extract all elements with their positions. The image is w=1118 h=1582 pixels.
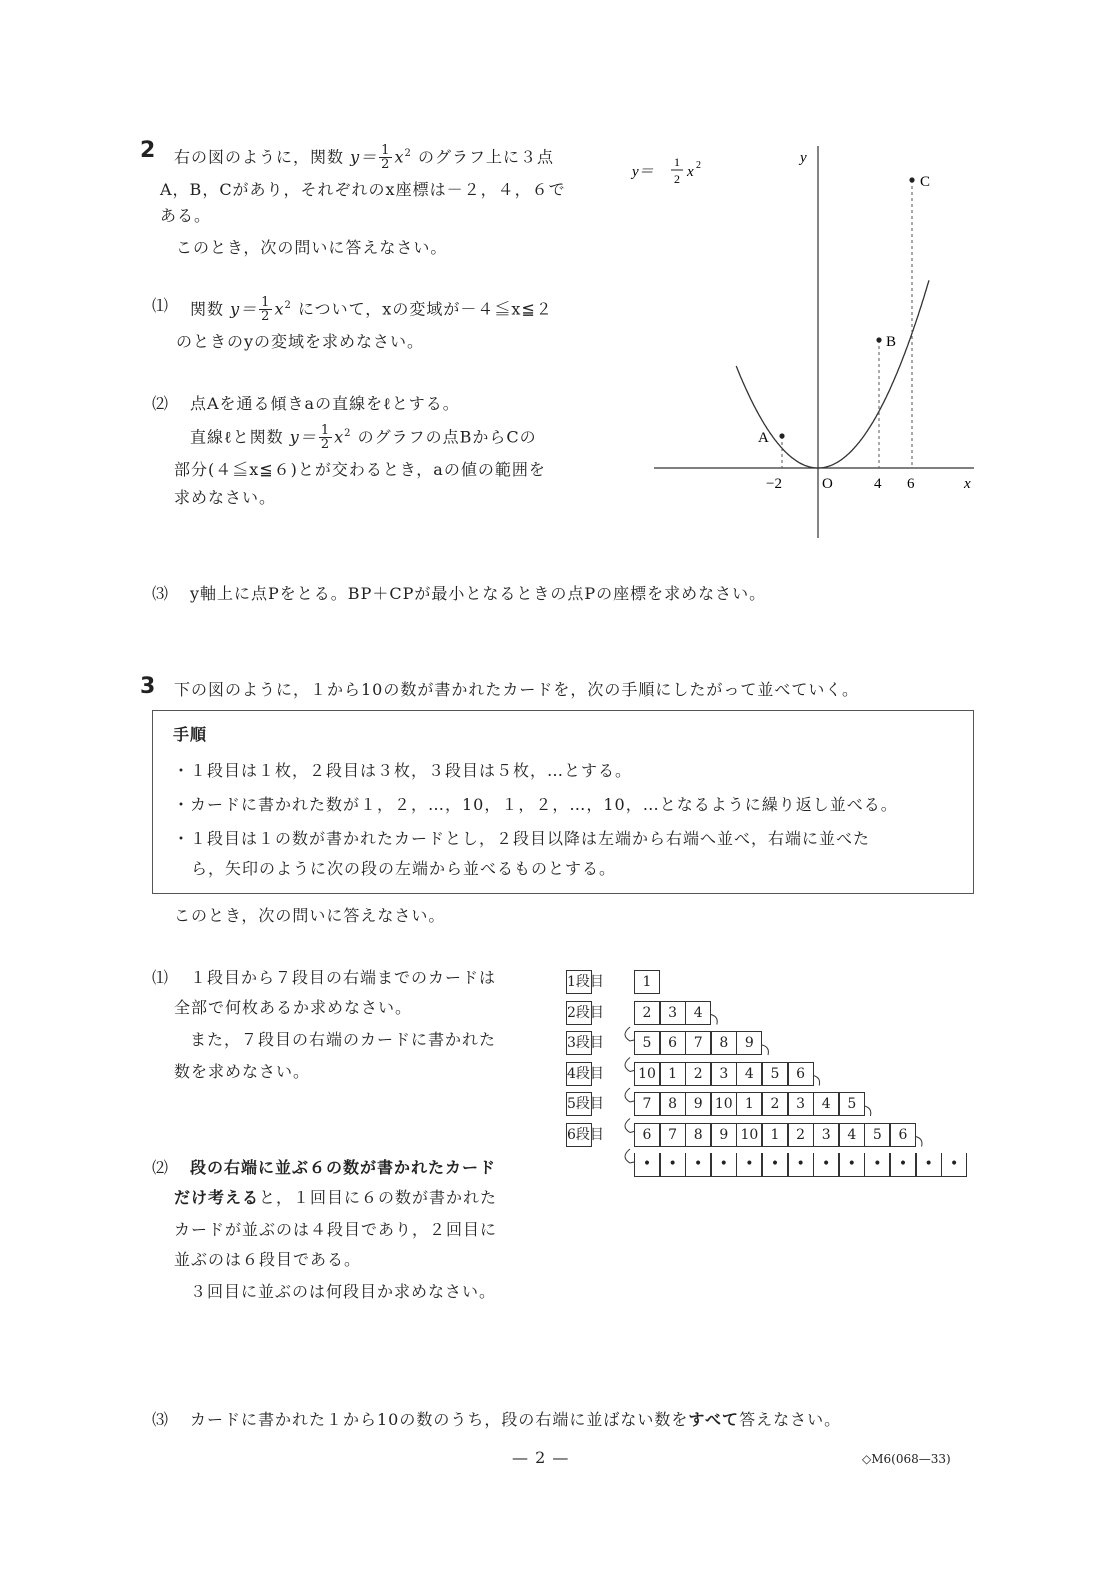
- procedure-title: 手順: [173, 725, 208, 744]
- card: 5: [634, 1031, 660, 1055]
- q3-sub1-line2: 全部で何枚あるか求めなさい。: [174, 998, 413, 1017]
- q2-sub3-number: ⑶: [152, 584, 170, 603]
- wrap-arrow-right: [916, 1137, 922, 1147]
- card-continuation: •: [941, 1153, 967, 1177]
- card-continuation: •: [788, 1153, 814, 1177]
- procedure-rule1: ・１段目は１枚，２段目は３枚，３段目は５枚，…とする。: [173, 761, 633, 780]
- card: 5: [762, 1062, 788, 1086]
- procedure-rule3a: ・１段目は１の数が書かれたカードとし，２段目以降は左端から右端へ並べ，右端に並べた: [173, 829, 871, 848]
- q2-sub2-func-prefix: y＝: [289, 427, 317, 447]
- card: 9: [736, 1031, 762, 1055]
- q2-frac-den: 2: [381, 157, 391, 173]
- curve-label-prefix: y＝: [632, 164, 654, 180]
- q2-sub2-line1: 点Aを通る傾きaの直線をℓとする。: [190, 394, 460, 413]
- q2-intro-text-b: のグラフ上に３点: [417, 147, 554, 167]
- card: 10: [711, 1092, 737, 1116]
- wrap-arrow-left: [625, 1149, 634, 1163]
- row-label-4: 4段目: [566, 1062, 592, 1086]
- card: 5: [839, 1092, 865, 1116]
- x-axis-label: x: [964, 476, 971, 492]
- wrap-arrow-right: [813, 1076, 819, 1086]
- point-c-dot: [909, 177, 914, 182]
- card: 9: [711, 1123, 737, 1147]
- wrap-arrow-left: [625, 1119, 634, 1133]
- card: 2: [762, 1092, 788, 1116]
- q3-sub3-text-bold: すべて: [688, 1410, 740, 1429]
- q2-sub1-number: ⑴: [152, 296, 170, 315]
- q3-sub2-line5: ３回目に並ぶのは何段目か求めなさい。: [190, 1282, 497, 1301]
- q3-sub2-line3: カードが並ぶのは４段目であり，２回目に: [174, 1220, 498, 1239]
- q2-sub2-text-a: 直線ℓと関数: [190, 427, 284, 447]
- wrap-arrow-left: [625, 1088, 634, 1102]
- card-continuation: •: [762, 1153, 788, 1177]
- q2-intro-line3: ある。: [160, 206, 212, 225]
- q3-sub3-text: [190, 1408, 841, 1432]
- point-a-dot: [779, 433, 784, 438]
- card: 5: [864, 1123, 890, 1147]
- card-continuation: •: [864, 1153, 890, 1177]
- q2-sub1-func-x: x: [274, 299, 285, 319]
- card-continuation: •: [813, 1153, 839, 1177]
- card: 4: [685, 1001, 711, 1025]
- card-continuation: •: [916, 1153, 942, 1177]
- q2-func-x: x: [394, 147, 405, 167]
- q2-sub2-fraction: [319, 424, 332, 451]
- q3-sub2-line4: 並ぶのは６段目である。: [174, 1250, 362, 1269]
- tick-6: 6: [907, 476, 915, 492]
- curve-label-den: 2: [674, 172, 680, 186]
- card: 3: [788, 1092, 814, 1116]
- row-label-6: 6段目: [566, 1123, 592, 1147]
- row-label-3: 3段目: [566, 1031, 592, 1055]
- card: 1: [762, 1123, 788, 1147]
- tick-4: 4: [874, 476, 882, 492]
- card: 6: [660, 1031, 686, 1055]
- q3-prompt: このとき，次の問いに答えなさい。: [174, 906, 446, 925]
- card: 3: [660, 1001, 686, 1025]
- row-label-2: 2段目: [566, 1001, 592, 1025]
- q2-intro-line2: A，B，Cがあり，それぞれのx座標は－２，４，６で: [160, 180, 566, 199]
- card: 6: [788, 1062, 814, 1086]
- card-continuation: •: [736, 1153, 762, 1177]
- wrap-arrow-left: [625, 1027, 634, 1041]
- card-diagram: [560, 968, 980, 1188]
- q2-sub2-func-x: x: [334, 427, 345, 447]
- q2-sub2-number: ⑵: [152, 394, 170, 413]
- q2-sub1-frac-den: 2: [261, 309, 271, 325]
- q2-sub1-text-a: 関数: [190, 299, 225, 319]
- card: 4: [839, 1123, 865, 1147]
- q2-sub2-line4: 求めなさい。: [174, 488, 277, 507]
- q3-number: 3: [140, 674, 156, 699]
- exam-code: ◇M6(068—33): [862, 1452, 951, 1466]
- wrap-arrow-right: [762, 1045, 768, 1055]
- q3-sub3-number: ⑶: [152, 1410, 170, 1429]
- card: 6: [890, 1123, 916, 1147]
- q2-sub2-line3: 部分(４≦x≦６)とが交わるとき，aの値の範囲を: [174, 460, 546, 479]
- q2-sub1-fraction: [259, 296, 272, 323]
- q2-number: 2: [140, 138, 156, 163]
- curve-label-x: x: [687, 164, 694, 180]
- card: 7: [660, 1123, 686, 1147]
- card: 10: [736, 1123, 762, 1147]
- card: 7: [634, 1092, 660, 1116]
- q2-sub2-line2: [190, 422, 537, 451]
- q2-intro-text-a: 右の図のように，関数: [174, 147, 345, 167]
- curve-label-exp: 2: [696, 160, 701, 171]
- q3-sub2-line1: 段の右端に並ぶ６の数が書かれたカード: [190, 1158, 497, 1177]
- page-number: — 2 —: [512, 1448, 570, 1467]
- card: 8: [685, 1123, 711, 1147]
- curve-label-num: 1: [674, 155, 680, 169]
- q2-intro-line1: [174, 142, 554, 171]
- card-continuation: •: [660, 1153, 686, 1177]
- q2-prompt: このとき，次の問いに答えなさい。: [176, 238, 448, 257]
- card: 3: [813, 1123, 839, 1147]
- q3-sub3-text-b: 答えなさい。: [739, 1410, 842, 1429]
- q2-sub2-text-b: のグラフの点BからCの: [357, 427, 537, 447]
- card: 1: [660, 1062, 686, 1086]
- wrap-arrow-right: [711, 1015, 717, 1025]
- point-c-label: C: [920, 174, 931, 190]
- wrap-arrow-right: [864, 1106, 870, 1116]
- q2-frac-num: 1: [381, 143, 391, 159]
- card-continuation: •: [634, 1153, 660, 1177]
- card: 7: [685, 1031, 711, 1055]
- card: 2: [788, 1123, 814, 1147]
- q2-sub2-func-exp: 2: [344, 428, 352, 439]
- q2-sub3-text: y軸上に点Pをとる。BP＋CPが最小となるときの点Pの座標を求めなさい。: [190, 584, 767, 603]
- card-continuation: •: [711, 1153, 737, 1177]
- card: 8: [660, 1092, 686, 1116]
- card-continuation: •: [685, 1153, 711, 1177]
- card: 10: [634, 1062, 660, 1086]
- q2-sub1-func-exp: 2: [284, 300, 292, 311]
- procedure-box: [152, 710, 974, 894]
- card-continuation: •: [890, 1153, 916, 1177]
- q2-func-fraction: [379, 144, 392, 171]
- q2-sub2-frac-num: 1: [320, 423, 331, 439]
- card: 2: [634, 1001, 660, 1025]
- point-b-label: B: [886, 334, 897, 350]
- card: 1: [736, 1092, 762, 1116]
- q2-func-exp: 2: [404, 148, 412, 159]
- card: 2: [685, 1062, 711, 1086]
- q2-sub1-line1: [190, 294, 553, 323]
- q2-sub1-frac-num: 1: [261, 295, 271, 311]
- procedure-rule2: ・カードに書かれた数が１，２，…，10，１，２，…，10，…となるように繰り返し並べる。: [173, 795, 898, 814]
- card: 9: [685, 1092, 711, 1116]
- q3-sub3-text-a: カードに書かれた１から10の数のうち，段の右端に並ばない数を: [190, 1410, 689, 1429]
- tick-neg2: −2: [766, 476, 782, 492]
- y-axis-label: y: [800, 150, 807, 166]
- q3-sub2-number: ⑵: [152, 1158, 170, 1177]
- q2-sub1-func-prefix: y＝: [230, 299, 258, 319]
- point-a-label: A: [758, 430, 769, 446]
- q3-sub2-line2-bold: だけ考える: [174, 1188, 260, 1207]
- card-continuation: •: [839, 1153, 865, 1177]
- q2-sub1-text-b: について，xの変域が－４≦x≦２: [297, 299, 553, 319]
- q2-sub2-frac-den: 2: [320, 437, 331, 453]
- q3-sub1-line3: また，７段目の右端のカードに書かれた: [190, 1030, 497, 1049]
- q3-intro: 下の図のように，１から10の数が書かれたカードを，次の手順にしたがって並べていく。: [174, 680, 860, 699]
- row-label-5: 5段目: [566, 1092, 592, 1116]
- q3-sub1-number: ⑴: [152, 968, 170, 987]
- wrap-arrow-left: [625, 1058, 634, 1072]
- q2-sub1-line2: のときのyの変域を求めなさい。: [176, 332, 425, 351]
- card: 6: [634, 1123, 660, 1147]
- procedure-rule3b: ら，矢印のように次の段の左端から並べるものとする。: [191, 859, 617, 878]
- origin-label: O: [822, 476, 833, 492]
- card: 1: [634, 970, 660, 994]
- q3-sub2-line2-rest: と，１回目に６の数が書かれた: [259, 1188, 498, 1207]
- card: 4: [813, 1092, 839, 1116]
- q3-sub1-line1: １段目から７段目の右端までのカードは: [190, 968, 497, 987]
- card: 3: [711, 1062, 737, 1086]
- row-label-1: 1段目: [566, 970, 592, 994]
- card: 8: [711, 1031, 737, 1055]
- card: 4: [736, 1062, 762, 1086]
- parabola-graph: [630, 138, 990, 548]
- q3-sub1-line4: 数を求めなさい。: [174, 1062, 311, 1081]
- q2-func-prefix: y＝: [350, 147, 378, 167]
- q3-sub2-line2: [174, 1186, 497, 1210]
- point-b-dot: [876, 337, 881, 342]
